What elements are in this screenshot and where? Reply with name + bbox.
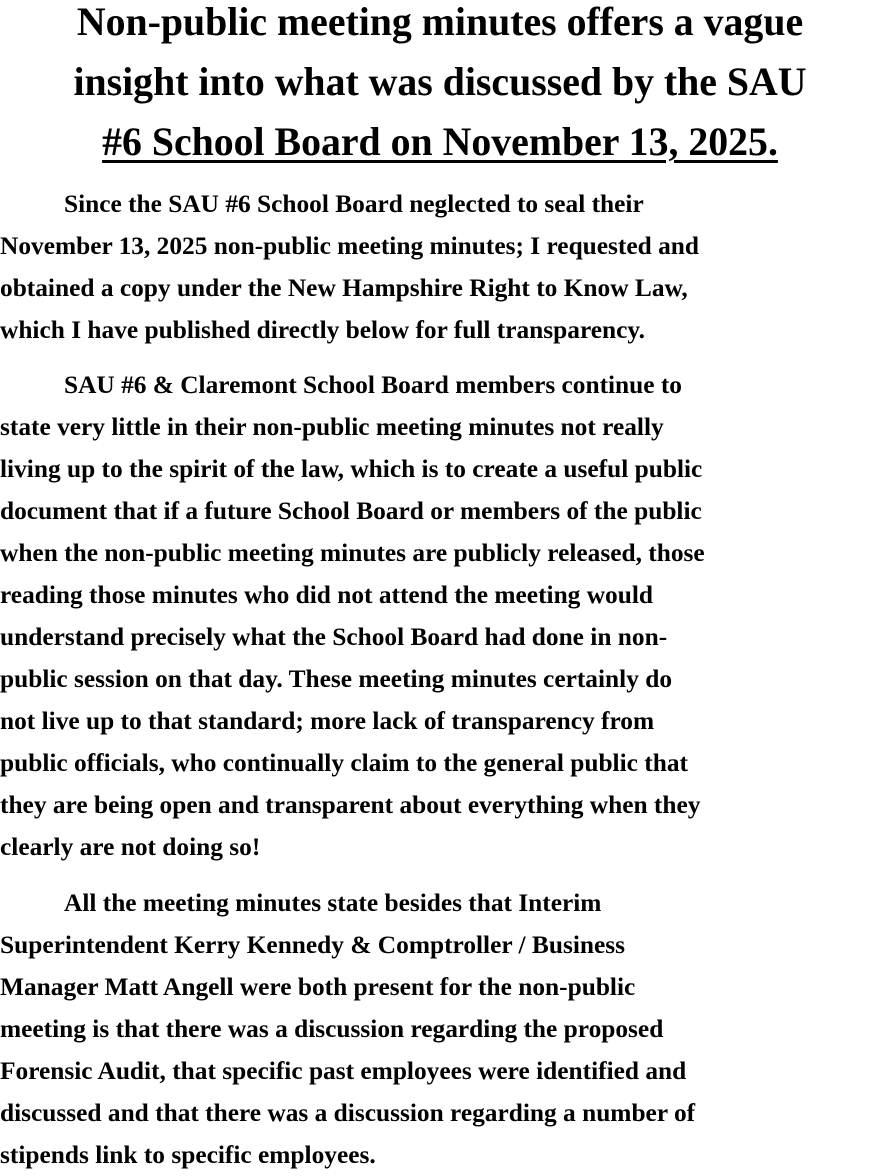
paragraph-foia-request [0, 183, 880, 351]
headline-line: Non-public meeting minutes offers a vague [76, 0, 804, 44]
paragraph-line: meeting is that there was a discussion regarding the proposed [0, 1015, 664, 1043]
paragraph-line: when the non-public meeting minutes are publicly released, those [0, 539, 705, 567]
headline-line: insight into what was discussed by the SAU [73, 60, 807, 104]
paragraph-line: stipends link to specific employees. [0, 1141, 376, 1169]
paragraph-minutes-summary [0, 882, 880, 1176]
paragraph-line: reading those minutes who did not attend the meeting would [0, 581, 653, 609]
paragraph-line: living up to the spirit of the law, which is to create a useful public [0, 455, 703, 483]
paragraph-line: public session on that day. These meeting minutes certainly do [0, 665, 673, 693]
paragraph-transparency-critique [0, 364, 880, 868]
paragraph-line: Manager Matt Angell were both present for the non-public [0, 973, 636, 1001]
paragraph-line: November 13, 2025 non-public meeting minutes; I requested and [0, 232, 700, 260]
paragraph-line: discussed and that there was a discussion regarding a number of [0, 1099, 696, 1127]
paragraph-line: understand precisely what the School Board had done in non- [0, 623, 668, 651]
paragraph-line: Forensic Audit, that specific past employees were identified and [0, 1057, 687, 1085]
paragraph-line: Superintendent Kerry Kennedy & Comptroller / Business [0, 931, 625, 959]
headline-line-underlined: #6 School Board on November 13, 2025. [102, 120, 778, 164]
paragraph-line: state very little in their non-public meeting minutes not really [0, 413, 664, 441]
paragraph-line: SAU #6 & Claremont School Board members continue to [64, 371, 682, 399]
paragraph-line: not live up to that standard; more lack of transparency from [0, 707, 655, 735]
headline [0, 0, 880, 172]
paragraph-line: they are being open and transparent about everything when they [0, 791, 701, 819]
paragraph-line: public officials, who continually claim to the general public that [0, 749, 688, 777]
paragraph-line: which I have published directly below for full transparency. [0, 316, 646, 344]
paragraph-line: clearly are not doing so! [0, 833, 261, 861]
paragraph-line: All the meeting minutes state besides that Interim [64, 889, 602, 917]
paragraph-line: obtained a copy under the New Hampshire Right to Know Law, [0, 274, 688, 302]
paragraph-line: Since the SAU #6 School Board neglected to seal their [64, 190, 644, 218]
paragraph-line: document that if a future School Board or members of the public [0, 497, 702, 525]
